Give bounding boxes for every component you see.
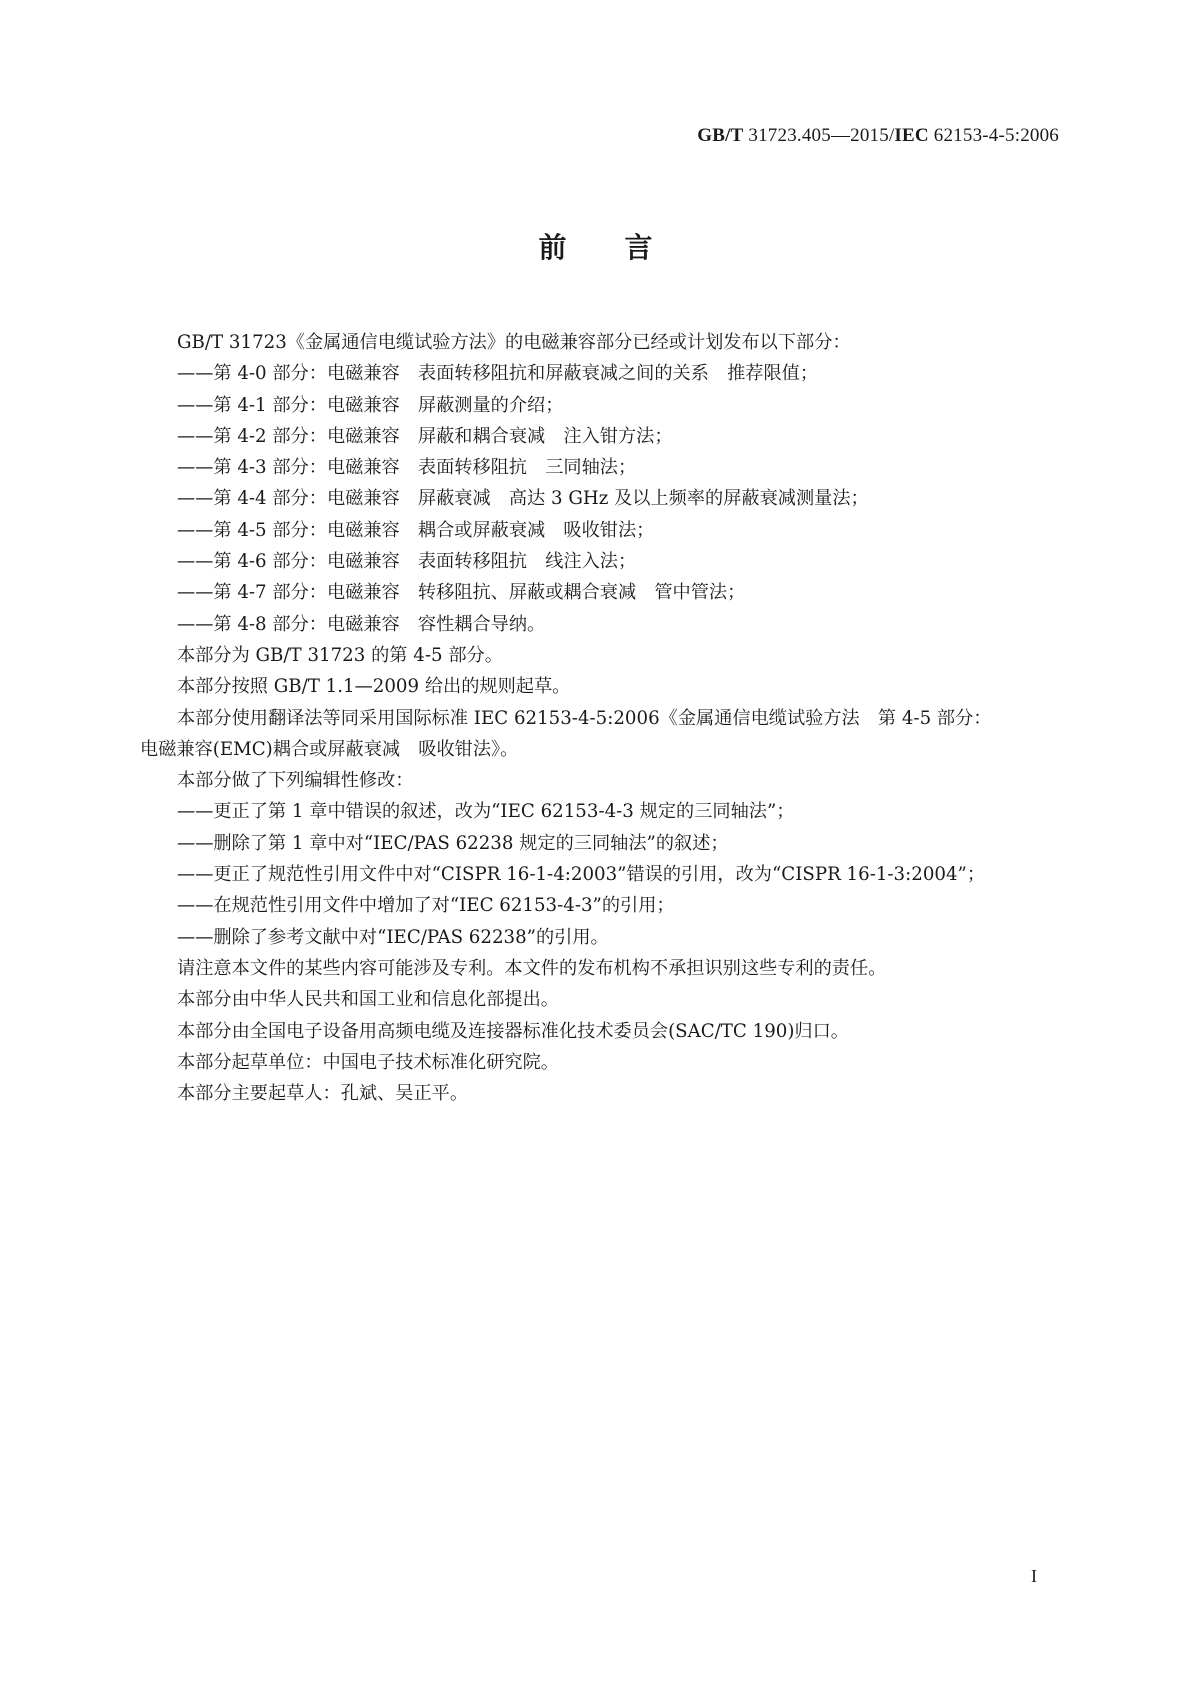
- translation-paragraph: [140, 703, 1060, 766]
- list-item: ——第 4-2 部分：电磁兼容 屏蔽和耦合衰减 注入钳方法；: [177, 425, 673, 447]
- foreword-body: [140, 327, 1060, 1109]
- paragraph: 请注意本文件的某些内容可能涉及专利。本文件的发布机构不承担识别这些专利的责任。: [177, 957, 887, 979]
- list-item: ——第 4-4 部分：电磁兼容 屏蔽衰减 高达 3 GHz 及以上频率的屏蔽衰减测量法；: [177, 488, 869, 510]
- paragraph: 本部分做了下列编辑性修改：: [177, 770, 414, 792]
- paragraph: 本部分由全国电子设备用高频电缆及连接器标准化技术委员会(SAC/TC 190)归口。: [177, 1020, 849, 1042]
- list-item: ——第 4-1 部分：电磁兼容 屏蔽测量的介绍；: [177, 394, 564, 416]
- list-item: ——第 4-7 部分：电磁兼容 转移阻抗、屏蔽或耦合衰减 管中管法；: [177, 582, 746, 604]
- paragraph: 本部分为 GB/T 31723 的第 4-5 部分。: [177, 644, 503, 666]
- standard-code-header: [697, 125, 1059, 147]
- list-item: ——第 4-5 部分：电磁兼容 耦合或屏蔽衰减 吸收钳法；: [177, 519, 655, 541]
- translation-line-1: 本部分使用翻译法等同采用国际标准 IEC 62153-4-5:2006《金属通信电缆试验方法 第 4-5 部分：: [177, 707, 992, 729]
- page-title: 前言: [538, 231, 711, 264]
- page-number: I: [1031, 1566, 1037, 1586]
- list-item: ——第 4-3 部分：电磁兼容 表面转移阻抗 三同轴法；: [177, 457, 637, 479]
- paragraph: 本部分按照 GB/T 1.1—2009 给出的规则起草。: [177, 676, 571, 698]
- list-item: ——删除了第 1 章中对“IEC/PAS 62238 规定的三同轴法”的叙述；: [177, 832, 729, 854]
- header-code-gbt: GB/T: [697, 125, 744, 146]
- paragraph: GB/T 31723《金属通信电缆试验方法》的电磁兼容部分已经或计划发布以下部分：: [177, 332, 851, 353]
- list-item: ——在规范性引用文件中增加了对“IEC 62153-4-3”的引用；: [177, 895, 675, 917]
- header-code-iec-number: 62153-4-5:2006: [933, 125, 1059, 146]
- paragraph: 本部分由中华人民共和国工业和信息化部提出。: [177, 989, 559, 1011]
- list-item: ——第 4-0 部分：电磁兼容 表面转移阻抗和屏蔽衰减之间的关系 推荐限值；: [177, 363, 819, 385]
- list-item: ——第 4-8 部分：电磁兼容 容性耦合导纳。: [177, 613, 546, 635]
- list-item: ——更正了第 1 章中错误的叙述，改为“IEC 62153-4-3 规定的三同轴法”；: [177, 801, 795, 823]
- header-code-number: 31723.405—2015/: [748, 125, 895, 146]
- paragraph: 本部分主要起草人：孔斌、吴正平。: [177, 1083, 469, 1105]
- list-item: ——删除了参考文献中对“IEC/PAS 62238”的引用。: [177, 926, 609, 948]
- translation-line-2: 电磁兼容(EMC)耦合或屏蔽衰减 吸收钳法》。: [140, 738, 519, 760]
- paragraph: 本部分起草单位：中国电子技术标准化研究院。: [177, 1051, 559, 1073]
- list-item: ——更正了规范性引用文件中对“CISPR 16-1-4:2003”错误的引用，改为“CISPR 16-1-3:2004”；: [177, 864, 986, 886]
- list-item: ——第 4-6 部分：电磁兼容 表面转移阻抗 线注入法；: [177, 551, 637, 573]
- header-code-iec: IEC: [894, 125, 929, 146]
